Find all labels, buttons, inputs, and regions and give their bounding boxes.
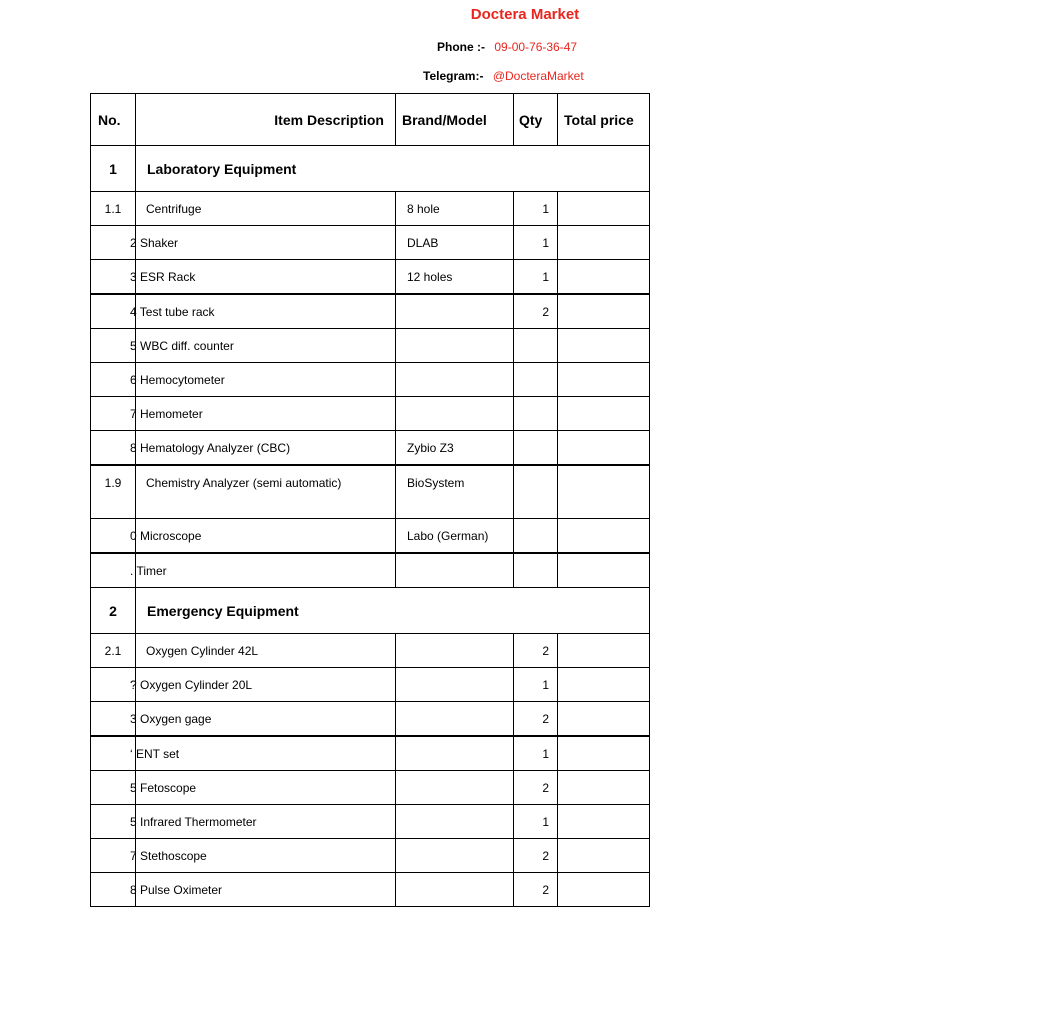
table-row bbox=[91, 702, 650, 737]
table-header-row bbox=[91, 94, 650, 146]
item-brand bbox=[396, 519, 514, 554]
table-row bbox=[91, 771, 650, 805]
item-brand bbox=[396, 668, 514, 702]
table-row bbox=[91, 431, 650, 466]
item-price[interactable] bbox=[558, 634, 650, 668]
item-qty bbox=[514, 634, 558, 668]
item-description-text: 5 Infrared Thermometer bbox=[130, 814, 257, 829]
item-brand bbox=[396, 226, 514, 260]
item-price[interactable] bbox=[558, 553, 650, 588]
item-number bbox=[91, 192, 136, 226]
item-qty bbox=[514, 873, 558, 907]
item-description-text: 6 Hemocytometer bbox=[130, 372, 225, 387]
item-brand bbox=[396, 805, 514, 839]
item-description bbox=[130, 736, 396, 771]
item-number-text: 1.1 bbox=[104, 201, 122, 216]
table-row bbox=[91, 192, 650, 226]
item-description-text: Centrifuge bbox=[146, 201, 202, 216]
item-description-text: 4 Test tube rack bbox=[130, 304, 215, 319]
item-description-text: 2 Shaker bbox=[130, 235, 179, 250]
item-qty bbox=[514, 431, 558, 466]
item-price[interactable] bbox=[558, 519, 650, 554]
phone-label: Phone :- bbox=[437, 40, 485, 54]
item-description bbox=[130, 873, 396, 907]
item-number bbox=[91, 465, 136, 519]
item-qty-text: 2 bbox=[542, 780, 549, 795]
item-qty-text: 1 bbox=[542, 201, 549, 216]
item-qty-text: 2 bbox=[542, 711, 549, 726]
item-brand-text: Zybio Z3 bbox=[407, 440, 454, 455]
item-description-text: 8 Pulse Oximeter bbox=[130, 882, 223, 897]
equipment-table bbox=[90, 93, 650, 907]
item-qty-text: 1 bbox=[542, 269, 549, 284]
table-row bbox=[91, 260, 650, 295]
item-qty bbox=[514, 260, 558, 295]
item-description bbox=[130, 553, 396, 588]
phone-value: 09-00-76-36-47 bbox=[494, 40, 578, 54]
item-qty-text: 2 bbox=[542, 304, 549, 319]
table-row bbox=[91, 553, 650, 588]
column-header-price: Total price bbox=[558, 94, 650, 146]
page-title: Doctera Market bbox=[470, 6, 580, 23]
item-description-text: 5 Fetoscope bbox=[130, 780, 197, 795]
telegram-value: @DocteraMarket bbox=[492, 69, 584, 83]
item-brand bbox=[396, 363, 514, 397]
table-row bbox=[91, 329, 650, 363]
item-number-text: 1.9 bbox=[104, 476, 122, 490]
item-price[interactable] bbox=[558, 192, 650, 226]
item-qty bbox=[514, 294, 558, 329]
item-number bbox=[91, 431, 136, 466]
section-title: Laboratory Equipment bbox=[136, 146, 650, 192]
item-brand bbox=[396, 192, 514, 226]
item-description-text: 8 Hematology Analyzer (CBC) bbox=[130, 440, 291, 455]
item-qty bbox=[514, 465, 558, 519]
item-qty bbox=[514, 702, 558, 737]
item-brand bbox=[396, 553, 514, 588]
table-row bbox=[91, 397, 650, 431]
item-description bbox=[130, 294, 396, 329]
item-number bbox=[91, 260, 136, 295]
item-qty-text: 1 bbox=[542, 677, 549, 692]
telegram-line bbox=[423, 69, 584, 83]
item-number bbox=[91, 397, 136, 431]
item-qty bbox=[514, 668, 558, 702]
item-brand bbox=[396, 329, 514, 363]
item-description-text: 3 ESR Rack bbox=[130, 269, 196, 284]
section-row bbox=[91, 146, 650, 192]
item-brand bbox=[396, 839, 514, 873]
item-brand bbox=[396, 465, 514, 519]
item-qty bbox=[514, 192, 558, 226]
item-description-text: ‘ ENT set bbox=[130, 746, 180, 761]
item-brand-text: 8 hole bbox=[407, 201, 440, 216]
item-price[interactable] bbox=[558, 736, 650, 771]
item-qty-text: 2 bbox=[542, 643, 549, 658]
item-qty-text: 2 bbox=[542, 848, 549, 863]
item-price[interactable] bbox=[558, 668, 650, 702]
item-price[interactable] bbox=[558, 226, 650, 260]
item-brand-text: 12 holes bbox=[407, 269, 453, 284]
column-header-qty: Qty bbox=[514, 94, 558, 146]
section-number: 2 bbox=[91, 588, 136, 634]
item-brand bbox=[396, 260, 514, 295]
table-row bbox=[91, 294, 650, 329]
item-number bbox=[91, 771, 136, 805]
item-brand bbox=[396, 294, 514, 329]
table-row bbox=[91, 363, 650, 397]
item-description bbox=[130, 805, 396, 839]
table-row bbox=[91, 736, 650, 771]
item-description-text: 7 Hemometer bbox=[130, 406, 203, 421]
item-qty bbox=[514, 519, 558, 554]
item-number bbox=[91, 226, 136, 260]
item-number bbox=[91, 329, 136, 363]
table-row bbox=[91, 873, 650, 907]
item-description-text: 0 Microscope bbox=[130, 528, 202, 543]
item-price[interactable] bbox=[558, 363, 650, 397]
item-description-text: 5 WBC diff. counter bbox=[130, 338, 234, 353]
item-brand bbox=[396, 702, 514, 737]
item-brand bbox=[396, 431, 514, 466]
item-number bbox=[91, 363, 136, 397]
item-brand bbox=[396, 634, 514, 668]
item-description bbox=[130, 226, 396, 260]
item-qty bbox=[514, 736, 558, 771]
item-number bbox=[91, 553, 136, 588]
item-price[interactable] bbox=[558, 397, 650, 431]
item-description bbox=[136, 634, 396, 668]
item-number bbox=[91, 873, 136, 907]
item-qty bbox=[514, 805, 558, 839]
item-description bbox=[130, 771, 396, 805]
item-brand-text: Labo (German) bbox=[407, 528, 489, 543]
item-description-text: Oxygen Cylinder 42L bbox=[146, 643, 259, 658]
item-price[interactable] bbox=[558, 431, 650, 466]
item-description bbox=[136, 465, 396, 519]
item-qty bbox=[514, 839, 558, 873]
item-description-text: 7 Stethoscope bbox=[130, 848, 207, 863]
item-description bbox=[136, 192, 396, 226]
item-description bbox=[130, 363, 396, 397]
item-qty-text: 1 bbox=[542, 235, 549, 250]
item-description bbox=[130, 260, 396, 295]
item-brand-text: DLAB bbox=[407, 235, 439, 250]
item-price[interactable] bbox=[558, 465, 650, 519]
item-description-text: . Timer bbox=[130, 563, 167, 578]
phone-line bbox=[437, 40, 577, 54]
item-price[interactable] bbox=[558, 805, 650, 839]
item-number bbox=[91, 634, 136, 668]
item-brand bbox=[396, 771, 514, 805]
item-qty bbox=[514, 397, 558, 431]
section-number: 1 bbox=[91, 146, 136, 192]
table-row bbox=[91, 465, 650, 519]
item-brand-text: BioSystem bbox=[407, 476, 465, 490]
item-description bbox=[130, 431, 396, 466]
item-price[interactable] bbox=[558, 771, 650, 805]
item-description bbox=[130, 519, 396, 554]
table-row bbox=[91, 839, 650, 873]
table-row bbox=[91, 519, 650, 554]
table-row bbox=[91, 668, 650, 702]
item-brand bbox=[396, 397, 514, 431]
item-qty-text: 2 bbox=[542, 882, 549, 897]
item-number-text: 2.1 bbox=[104, 643, 122, 658]
item-description bbox=[130, 329, 396, 363]
item-number bbox=[91, 736, 136, 771]
item-price[interactable] bbox=[558, 873, 650, 907]
section-title: Emergency Equipment bbox=[136, 588, 650, 634]
item-description bbox=[130, 668, 396, 702]
item-description bbox=[130, 397, 396, 431]
item-price[interactable] bbox=[558, 294, 650, 329]
item-qty bbox=[514, 363, 558, 397]
item-brand bbox=[396, 736, 514, 771]
column-header-no: No. bbox=[91, 94, 136, 146]
item-number bbox=[91, 668, 136, 702]
item-number bbox=[91, 294, 136, 329]
item-price[interactable] bbox=[558, 702, 650, 737]
item-qty bbox=[514, 226, 558, 260]
item-qty bbox=[514, 329, 558, 363]
column-header-description: Item Description bbox=[136, 94, 396, 146]
table-row bbox=[91, 805, 650, 839]
item-number bbox=[91, 839, 136, 873]
item-brand bbox=[396, 873, 514, 907]
item-price[interactable] bbox=[558, 329, 650, 363]
item-price[interactable] bbox=[558, 260, 650, 295]
column-header-brand: Brand/Model bbox=[396, 94, 514, 146]
item-description-text: Chemistry Analyzer (semi automatic) bbox=[146, 476, 342, 490]
item-qty-text: 1 bbox=[542, 814, 549, 829]
item-number bbox=[91, 805, 136, 839]
item-qty bbox=[514, 553, 558, 588]
table-row bbox=[91, 226, 650, 260]
section-row bbox=[91, 588, 650, 634]
item-description-text: ? Oxygen Cylinder 20L bbox=[130, 677, 253, 692]
item-description bbox=[130, 702, 396, 737]
item-qty bbox=[514, 771, 558, 805]
table-row bbox=[91, 634, 650, 668]
item-number bbox=[91, 519, 136, 554]
item-description bbox=[130, 839, 396, 873]
item-description-text: 3 Oxygen gage bbox=[130, 711, 212, 726]
item-qty-text: 1 bbox=[542, 746, 549, 761]
item-price[interactable] bbox=[558, 839, 650, 873]
telegram-label: Telegram:- bbox=[423, 69, 484, 83]
item-number bbox=[91, 702, 136, 737]
